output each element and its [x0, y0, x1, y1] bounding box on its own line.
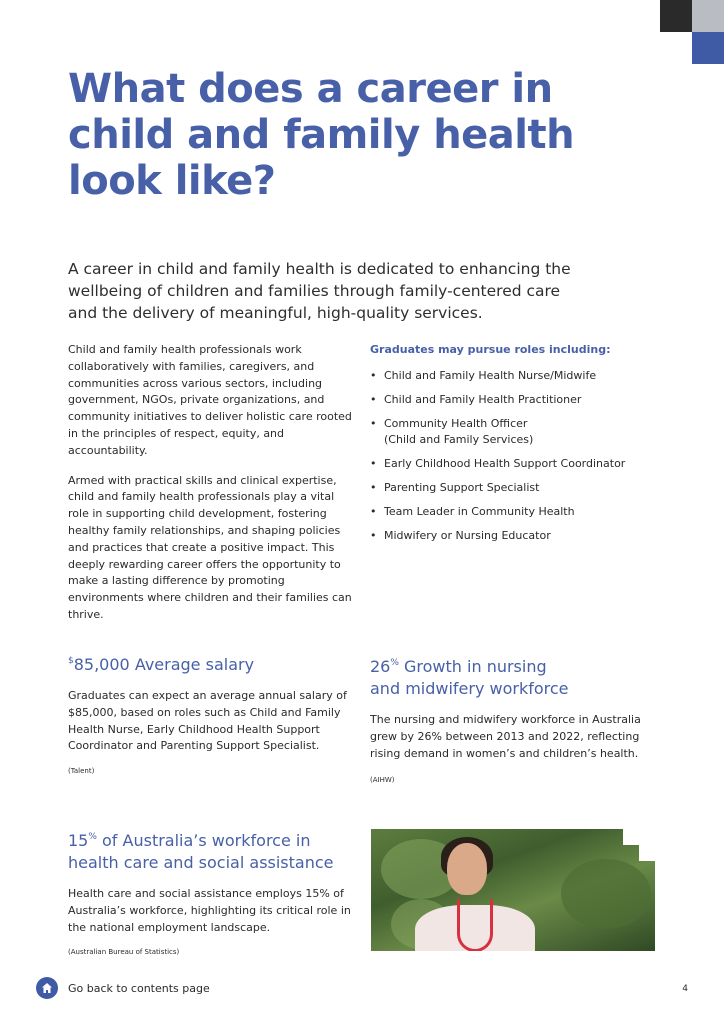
corner-block-dark [660, 0, 692, 32]
role-label: Early Childhood Health Support Coordinator [384, 457, 626, 470]
workforce-unit: % [88, 832, 97, 842]
bullet-icon: • [370, 369, 377, 382]
workforce-description: Health care and social assistance employs 15% of Australia’s workforce, highlighting its critical role in the national employment landscape. [68, 887, 351, 934]
role-label: Community Health Officer [384, 417, 528, 430]
salary-source: (Talent) [68, 767, 95, 776]
left-column [68, 342, 358, 624]
role-label: Parenting Support Specialist [384, 481, 540, 494]
roles-section [370, 342, 670, 552]
roles-list [370, 368, 670, 544]
salary-stat [68, 650, 358, 775]
workforce-source: (Australian Bureau of Statistics) [68, 948, 180, 957]
body-paragraph-2: Armed with practical skills and clinical expertise, child and family health professionals play a vital role in supporting child development, fostering healthy family relationships, and shaping policies and practices that create a positive impact. This deeply rewarding career offers the opportunity to make a lasting difference by promoting environments where children and their families can thrive. [68, 473, 352, 621]
health-worker-photo [371, 829, 655, 951]
workforce-heading [68, 826, 358, 874]
bullet-icon: • [370, 393, 377, 406]
photo-corner-block [623, 829, 639, 845]
bullet-icon: • [370, 481, 377, 494]
list-item [370, 480, 670, 496]
home-icon[interactable] [36, 977, 58, 999]
bullet-icon: • [370, 529, 377, 542]
workforce-label-line1: of Australia’s workforce in [102, 831, 311, 850]
bullet-icon: • [370, 417, 377, 430]
growth-label-line2: and midwifery workforce [370, 679, 569, 698]
list-item [370, 416, 670, 448]
body-paragraph-1: Child and family health professionals work collaboratively with families, caregivers, and communities across various sectors, including government, NGOs, private organizations, and community initiatives to deliver holistic care rooted in the principles of respect, equity, and accountability. [68, 343, 352, 457]
growth-source: (AIHW) [370, 776, 395, 785]
role-label: Child and Family Health Practitioner [384, 393, 582, 406]
salary-description: Graduates can expect an average annual salary of $85,000, based on roles such as Child and Family Health Nurse, Early Childhood Health Support Coordinator and Parenting Support Specialist. [68, 689, 347, 753]
photo-foliage [561, 859, 651, 929]
role-label: Midwifery or Nursing Educator [384, 529, 551, 542]
role-sublabel: (Child and Family Services) [384, 433, 534, 446]
list-item [370, 528, 670, 544]
growth-stat [370, 652, 650, 784]
workforce-label-line2: health care and social assistance [68, 853, 334, 872]
growth-heading [370, 652, 650, 700]
bullet-icon: • [370, 505, 377, 518]
corner-block-grey [692, 0, 724, 32]
workforce-value: 15 [68, 831, 89, 850]
growth-value: 26 [370, 657, 391, 676]
intro-paragraph: A career in child and family health is dedicated to enhancing the wellbeing of children and families through family-centered care and the delivery of meaningful, high-quality services. [68, 260, 571, 322]
role-label: Team Leader in Community Health [384, 505, 575, 518]
list-item [370, 456, 670, 472]
page-title: What does a career in child and family health look like? [68, 66, 575, 204]
workforce-stat [68, 826, 358, 956]
salary-prefix: $ [68, 656, 74, 666]
list-item [370, 392, 670, 408]
corner-block-blue [692, 32, 724, 64]
page-number: 4 [682, 984, 688, 994]
list-item [370, 504, 670, 520]
back-to-contents-label[interactable]: Go back to contents page [68, 981, 210, 995]
home-icon-glyph [41, 982, 53, 994]
photo-corner-block [639, 829, 655, 861]
salary-label: Average salary [134, 655, 255, 674]
photo-person-face [447, 843, 487, 895]
role-label: Child and Family Health Nurse/Midwife [384, 369, 597, 382]
growth-label-line1: Growth in nursing [404, 657, 547, 676]
photo-lanyard [457, 899, 493, 951]
growth-unit: % [390, 658, 399, 668]
salary-heading [68, 650, 358, 676]
list-item [370, 368, 670, 384]
growth-description: The nursing and midwifery workforce in Australia grew by 26% between 2013 and 2022, reflecting rising demand in women’s and children’s health. [370, 713, 641, 760]
salary-value: 85,000 [73, 655, 130, 674]
roles-heading: Graduates may pursue roles including: [370, 343, 611, 356]
back-to-contents-button[interactable] [36, 977, 210, 999]
bullet-icon: • [370, 457, 377, 470]
